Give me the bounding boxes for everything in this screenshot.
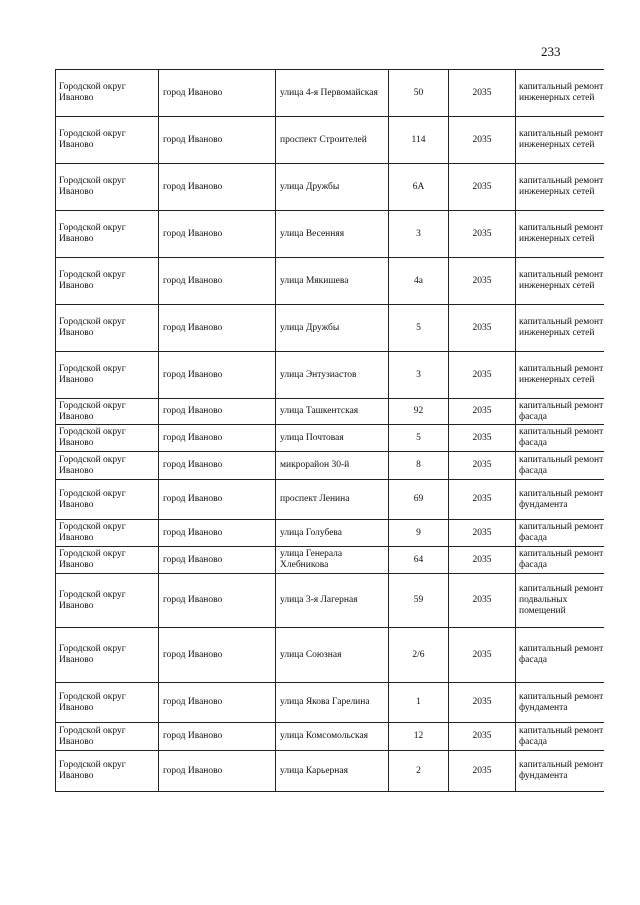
house-cell: 2: [389, 751, 449, 792]
house-cell: 92: [389, 399, 449, 425]
work-type-cell: капитальный ремонт фундамента: [516, 683, 604, 723]
city-cell: город Иваново: [159, 352, 276, 399]
district-cell: Городской округ Иваново: [56, 164, 159, 211]
house-cell: 12: [389, 723, 449, 751]
city-cell: город Иваново: [159, 683, 276, 723]
city-cell: город Иваново: [159, 117, 276, 164]
year-cell: 2035: [449, 305, 516, 352]
year-cell: 2035: [449, 574, 516, 628]
work-type-cell: капитальный ремонт фундамента: [516, 751, 604, 792]
city-cell: город Иваново: [159, 452, 276, 480]
table-row: [56, 305, 604, 352]
street-cell: улица 4-я Первомайская: [276, 70, 389, 117]
district-cell: Городской округ Иваново: [56, 520, 159, 547]
work-type-cell: капитальный ремонт инженерных сетей: [516, 352, 604, 399]
table-row: [56, 751, 604, 792]
city-cell: город Иваново: [159, 520, 276, 547]
year-cell: 2035: [449, 547, 516, 574]
year-cell: 2035: [449, 723, 516, 751]
city-cell: город Иваново: [159, 628, 276, 683]
city-cell: город Иваново: [159, 305, 276, 352]
work-type-cell: капитальный ремонт фасада: [516, 399, 604, 425]
district-cell: Городской округ Иваново: [56, 352, 159, 399]
work-type-cell: капитальный ремонт инженерных сетей: [516, 164, 604, 211]
year-cell: 2035: [449, 258, 516, 305]
district-cell: Городской округ Иваново: [56, 723, 159, 751]
table-row: [56, 399, 604, 425]
year-cell: 2035: [449, 399, 516, 425]
street-cell: улица Якова Гарелина: [276, 683, 389, 723]
work-type-cell: капитальный ремонт подвальных помещений: [516, 574, 604, 628]
street-cell: улица Комсомольская: [276, 723, 389, 751]
street-cell: улица Дружбы: [276, 305, 389, 352]
city-cell: город Иваново: [159, 164, 276, 211]
city-cell: город Иваново: [159, 751, 276, 792]
district-cell: Городской округ Иваново: [56, 258, 159, 305]
year-cell: 2035: [449, 751, 516, 792]
house-cell: 114: [389, 117, 449, 164]
city-cell: город Иваново: [159, 70, 276, 117]
work-type-cell: капитальный ремонт инженерных сетей: [516, 305, 604, 352]
table-row: [56, 723, 604, 751]
table-row: [56, 480, 604, 520]
table-row: [56, 683, 604, 723]
year-cell: 2035: [449, 520, 516, 547]
work-type-cell: капитальный ремонт инженерных сетей: [516, 211, 604, 258]
street-cell: улица Ташкентская: [276, 399, 389, 425]
work-type-cell: капитальный ремонт фасада: [516, 547, 604, 574]
street-cell: улица Голубева: [276, 520, 389, 547]
street-cell: улица Мякишева: [276, 258, 389, 305]
city-cell: город Иваново: [159, 574, 276, 628]
district-cell: Городской округ Иваново: [56, 70, 159, 117]
street-cell: проспект Строителей: [276, 117, 389, 164]
year-cell: 2035: [449, 70, 516, 117]
repair-schedule-table: [55, 69, 604, 792]
city-cell: город Иваново: [159, 399, 276, 425]
house-cell: 69: [389, 480, 449, 520]
page-number: 233: [541, 44, 561, 59]
city-cell: город Иваново: [159, 723, 276, 751]
work-type-cell: капитальный ремонт фундамента: [516, 480, 604, 520]
district-cell: Городской округ Иваново: [56, 305, 159, 352]
year-cell: 2035: [449, 352, 516, 399]
table-row: [56, 452, 604, 480]
street-cell: улица Карьерная: [276, 751, 389, 792]
district-cell: Городской округ Иваново: [56, 399, 159, 425]
district-cell: Городской округ Иваново: [56, 480, 159, 520]
work-type-cell: капитальный ремонт фасада: [516, 628, 604, 683]
street-cell: улица 3-я Лагерная: [276, 574, 389, 628]
work-type-cell: капитальный ремонт фасада: [516, 723, 604, 751]
house-cell: 5: [389, 425, 449, 452]
street-cell: улица Почтовая: [276, 425, 389, 452]
table-row: [56, 547, 604, 574]
city-cell: город Иваново: [159, 547, 276, 574]
table-row: [56, 164, 604, 211]
year-cell: 2035: [449, 452, 516, 480]
house-cell: 2/6: [389, 628, 449, 683]
district-cell: Городской округ Иваново: [56, 751, 159, 792]
house-cell: 6А: [389, 164, 449, 211]
house-cell: 4а: [389, 258, 449, 305]
work-type-cell: капитальный ремонт инженерных сетей: [516, 70, 604, 117]
house-cell: 8: [389, 452, 449, 480]
table-row: [56, 425, 604, 452]
work-type-cell: капитальный ремонт фасада: [516, 520, 604, 547]
city-cell: город Иваново: [159, 480, 276, 520]
house-cell: 3: [389, 211, 449, 258]
street-cell: улица Весенняя: [276, 211, 389, 258]
house-cell: 50: [389, 70, 449, 117]
table-row: [56, 117, 604, 164]
district-cell: Городской округ Иваново: [56, 117, 159, 164]
street-cell: улица Энтузиастов: [276, 352, 389, 399]
house-cell: 3: [389, 352, 449, 399]
table-row: [56, 70, 604, 117]
year-cell: 2035: [449, 211, 516, 258]
street-cell: улица Союзная: [276, 628, 389, 683]
table-row: [56, 574, 604, 628]
city-cell: город Иваново: [159, 211, 276, 258]
work-type-cell: капитальный ремонт фасада: [516, 452, 604, 480]
year-cell: 2035: [449, 628, 516, 683]
house-cell: 59: [389, 574, 449, 628]
city-cell: город Иваново: [159, 425, 276, 452]
district-cell: Городской округ Иваново: [56, 547, 159, 574]
street-cell: улица Генерала Хлебникова: [276, 547, 389, 574]
year-cell: 2035: [449, 425, 516, 452]
street-cell: проспект Ленина: [276, 480, 389, 520]
table-row: [56, 352, 604, 399]
district-cell: Городской округ Иваново: [56, 425, 159, 452]
work-type-cell: капитальный ремонт инженерных сетей: [516, 258, 604, 305]
table-row: [56, 211, 604, 258]
house-cell: 64: [389, 547, 449, 574]
district-cell: Городской округ Иваново: [56, 452, 159, 480]
house-cell: 1: [389, 683, 449, 723]
year-cell: 2035: [449, 164, 516, 211]
year-cell: 2035: [449, 683, 516, 723]
district-cell: Городской округ Иваново: [56, 683, 159, 723]
table-row: [56, 258, 604, 305]
year-cell: 2035: [449, 480, 516, 520]
street-cell: микрорайон 30-й: [276, 452, 389, 480]
street-cell: улица Дружбы: [276, 164, 389, 211]
year-cell: 2035: [449, 117, 516, 164]
district-cell: Городской округ Иваново: [56, 211, 159, 258]
house-cell: 5: [389, 305, 449, 352]
district-cell: Городской округ Иваново: [56, 628, 159, 683]
table-row: [56, 628, 604, 683]
work-type-cell: капитальный ремонт инженерных сетей: [516, 117, 604, 164]
city-cell: город Иваново: [159, 258, 276, 305]
house-cell: 9: [389, 520, 449, 547]
district-cell: Городской округ Иваново: [56, 574, 159, 628]
table-row: [56, 520, 604, 547]
work-type-cell: капитальный ремонт фасада: [516, 425, 604, 452]
